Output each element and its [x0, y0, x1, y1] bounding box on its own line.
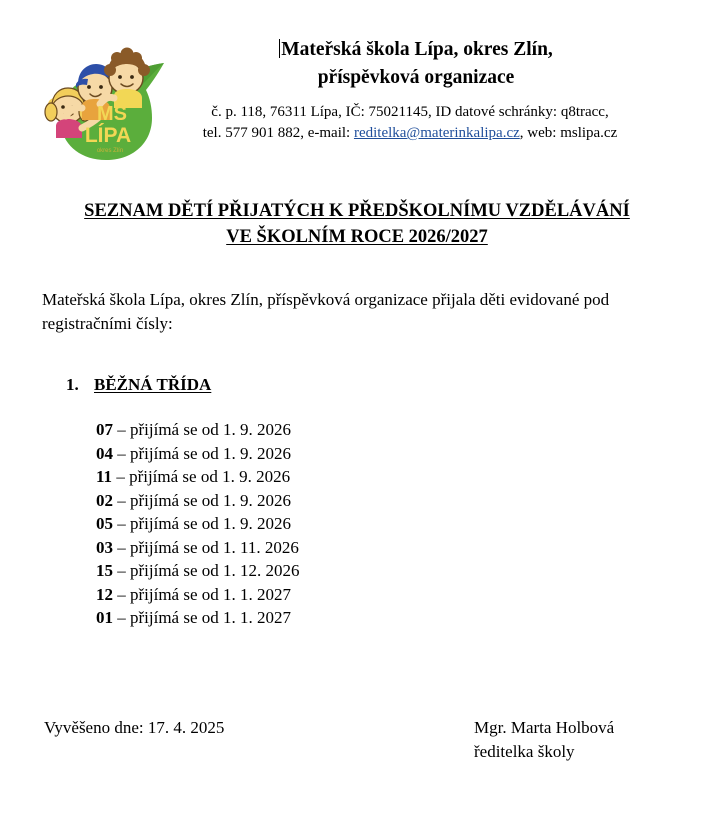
section-heading [66, 373, 211, 397]
registration-text: – přijímá se od 1. 1. 2027 [117, 608, 292, 627]
school-logo [38, 36, 178, 166]
logo-text-ms: MŠ [97, 103, 127, 125]
intro-paragraph: Mateřská škola Lípa, okres Zlín, příspěvková organizace přijala děti evidované pod registračními čísly: [42, 290, 610, 333]
logo-subtext: okres Zlín [96, 148, 124, 154]
registration-row [96, 442, 300, 466]
registration-text: – přijímá se od 1. 9. 2026 [117, 490, 292, 510]
page-title-line2-wrap [54, 224, 660, 250]
registration-text: – přijímá se od 1. 9. 2026 [117, 420, 292, 439]
contact-line-1: č. p. 118, 76311 Lípa, IČ: 75021145, ID datové schránky: q8tracc, [211, 104, 609, 120]
page-title-line1-wrap [54, 198, 660, 224]
registration-code: 12 [96, 584, 113, 604]
signature-role: ředitelka školy [474, 742, 575, 761]
posted-date: Vyvěšeno dne: 17. 4. 2025 [44, 718, 225, 737]
signature-name: Mgr. Marta Holbová [474, 718, 615, 737]
contact-tel-email-prefix: tel. 577 901 882, e-mail: [202, 125, 354, 141]
registration-row [96, 606, 300, 630]
registration-row [96, 559, 300, 583]
page-title-line1: SEZNAM DĚTÍ PŘIJATÝCH K PŘEDŠKOLNÍMU VZDĚLÁVÁNÍ [84, 201, 630, 221]
registration-code: 04 [96, 443, 113, 463]
school-name-line2: příspěvková organizace [317, 67, 515, 88]
contact-info [150, 102, 670, 144]
school-name-line1-wrap [186, 36, 646, 64]
registration-text: – přijímá se od 1. 9. 2026 [117, 443, 292, 463]
registration-code: 07 [96, 420, 113, 439]
registration-code: 01 [96, 608, 113, 627]
section-number: 1. [66, 375, 79, 394]
registration-text: – přijímá se od 1. 9. 2026 [116, 467, 291, 486]
contact-line-2 [150, 123, 670, 144]
contact-web-suffix: , web: mslipa.cz [519, 125, 618, 141]
registration-row [96, 536, 300, 560]
registration-row [96, 465, 300, 489]
document-header [0, 28, 708, 168]
registration-code: 02 [96, 490, 113, 510]
registration-text: – přijímá se od 1. 11. 2026 [117, 537, 299, 557]
registration-row [96, 418, 300, 442]
registration-code: 03 [96, 537, 113, 557]
page-title [54, 198, 660, 250]
registration-row [96, 489, 300, 513]
school-name-line1: Mateřská škola Lípa, okres Zlín, [281, 39, 553, 60]
registration-code: 05 [96, 514, 113, 533]
email-link[interactable]: reditelka@materinkalipa.cz [353, 125, 520, 141]
registration-code: 15 [96, 561, 113, 580]
registration-list [96, 418, 300, 630]
registration-row [96, 512, 300, 536]
document-footer [0, 716, 708, 776]
section-label: BĚŽNÁ TŘÍDA [94, 375, 212, 394]
signature-block [474, 716, 614, 764]
registration-text: – přijímá se od 1. 1. 2027 [117, 584, 292, 604]
page-title-line2: VE ŠKOLNÍM ROCE 2026/2027 [226, 227, 488, 247]
logo-text-lipa: LÍPA [84, 124, 132, 147]
registration-row [96, 583, 300, 607]
school-name [186, 36, 646, 92]
registration-text: – přijímá se od 1. 12. 2026 [117, 561, 300, 580]
registration-code: 11 [96, 467, 113, 486]
registration-text: – přijímá se od 1. 9. 2026 [117, 514, 292, 533]
